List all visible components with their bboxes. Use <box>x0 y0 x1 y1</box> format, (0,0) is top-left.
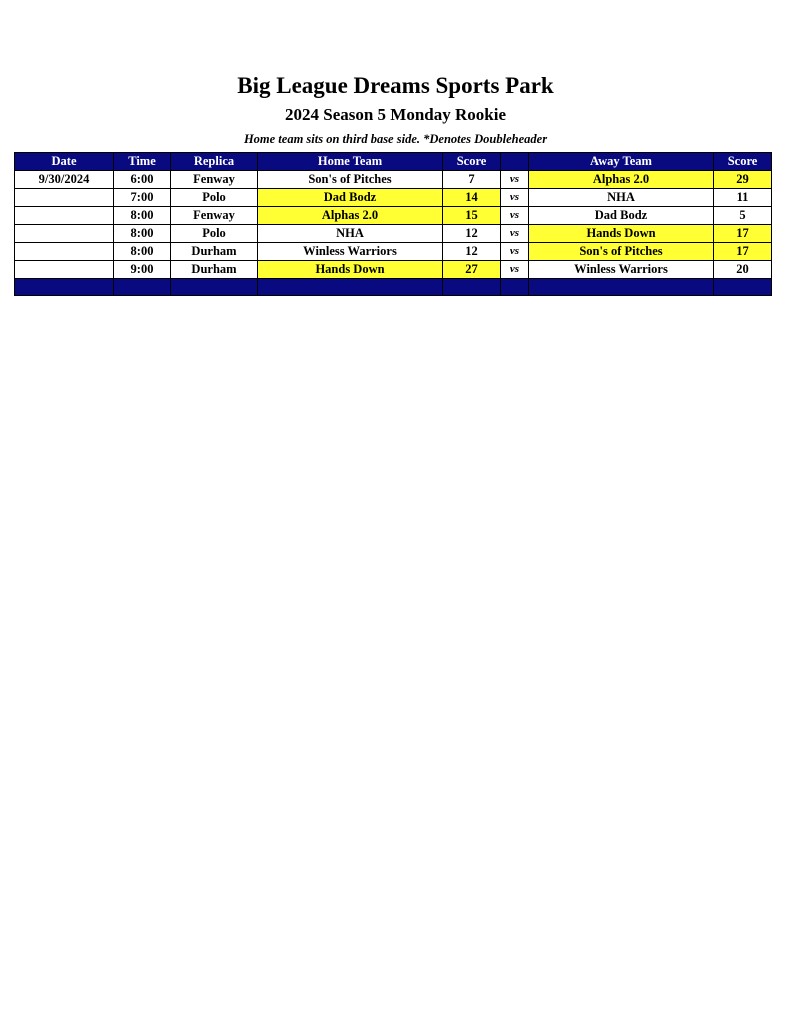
cell-vs: vs <box>501 261 529 279</box>
column-header-away-score: Score <box>714 153 772 171</box>
cell-away-score: 17 <box>714 243 772 261</box>
footer-cell <box>15 279 114 296</box>
table-row <box>15 225 772 243</box>
table-row <box>15 207 772 225</box>
cell-date <box>15 261 114 279</box>
cell-home-team: Son's of Pitches <box>258 171 443 189</box>
column-header-time: Time <box>114 153 171 171</box>
cell-away-score: 20 <box>714 261 772 279</box>
footer-cell <box>501 279 529 296</box>
cell-away-team: Dad Bodz <box>529 207 714 225</box>
table-row <box>15 261 772 279</box>
cell-vs: vs <box>501 225 529 243</box>
table-row <box>15 171 772 189</box>
cell-home-score: 15 <box>443 207 501 225</box>
cell-time: 8:00 <box>114 225 171 243</box>
cell-vs: vs <box>501 171 529 189</box>
cell-time: 8:00 <box>114 243 171 261</box>
cell-away-team: Winless Warriors <box>529 261 714 279</box>
cell-away-team: Son's of Pitches <box>529 243 714 261</box>
cell-time: 7:00 <box>114 189 171 207</box>
cell-vs: vs <box>501 243 529 261</box>
table-header-row <box>15 153 772 171</box>
cell-replica: Fenway <box>171 171 258 189</box>
page-title: Big League Dreams Sports Park <box>237 73 554 98</box>
column-header-away-team: Away Team <box>529 153 714 171</box>
table-row <box>15 243 772 261</box>
cell-replica: Polo <box>171 225 258 243</box>
cell-time: 6:00 <box>114 171 171 189</box>
cell-home-score: 27 <box>443 261 501 279</box>
cell-date <box>15 207 114 225</box>
footer-cell <box>443 279 501 296</box>
cell-home-score: 12 <box>443 225 501 243</box>
cell-home-team: Hands Down <box>258 261 443 279</box>
cell-home-score: 12 <box>443 243 501 261</box>
table-row <box>15 189 772 207</box>
table-footer-row <box>15 279 772 296</box>
schedule-note: Home team sits on third base side. *Denotes Doubleheader <box>243 132 548 146</box>
cell-vs: vs <box>501 207 529 225</box>
schedule-body <box>15 171 772 296</box>
cell-replica: Durham <box>171 243 258 261</box>
cell-home-team: Winless Warriors <box>258 243 443 261</box>
cell-home-team: NHA <box>258 225 443 243</box>
cell-replica: Durham <box>171 261 258 279</box>
cell-time: 8:00 <box>114 207 171 225</box>
column-header-home-score: Score <box>443 153 501 171</box>
column-header-vs <box>501 153 529 171</box>
cell-date <box>15 225 114 243</box>
cell-date: 9/30/2024 <box>15 171 114 189</box>
cell-home-score: 14 <box>443 189 501 207</box>
cell-date <box>15 243 114 261</box>
schedule-table <box>14 152 772 296</box>
footer-cell <box>171 279 258 296</box>
footer-cell <box>529 279 714 296</box>
cell-away-score: 29 <box>714 171 772 189</box>
cell-home-team: Dad Bodz <box>258 189 443 207</box>
cell-time: 9:00 <box>114 261 171 279</box>
cell-replica: Fenway <box>171 207 258 225</box>
cell-home-score: 7 <box>443 171 501 189</box>
cell-away-team: Alphas 2.0 <box>529 171 714 189</box>
column-header-replica: Replica <box>171 153 258 171</box>
cell-vs: vs <box>501 189 529 207</box>
cell-away-score: 5 <box>714 207 772 225</box>
cell-away-score: 17 <box>714 225 772 243</box>
cell-home-team: Alphas 2.0 <box>258 207 443 225</box>
footer-cell <box>714 279 772 296</box>
footer-cell <box>114 279 171 296</box>
cell-date <box>15 189 114 207</box>
column-header-home-team: Home Team <box>258 153 443 171</box>
column-header-date: Date <box>15 153 114 171</box>
cell-away-score: 11 <box>714 189 772 207</box>
page-subtitle: 2024 Season 5 Monday Rookie <box>284 105 507 124</box>
footer-cell <box>258 279 443 296</box>
cell-away-team: Hands Down <box>529 225 714 243</box>
cell-replica: Polo <box>171 189 258 207</box>
cell-away-team: NHA <box>529 189 714 207</box>
